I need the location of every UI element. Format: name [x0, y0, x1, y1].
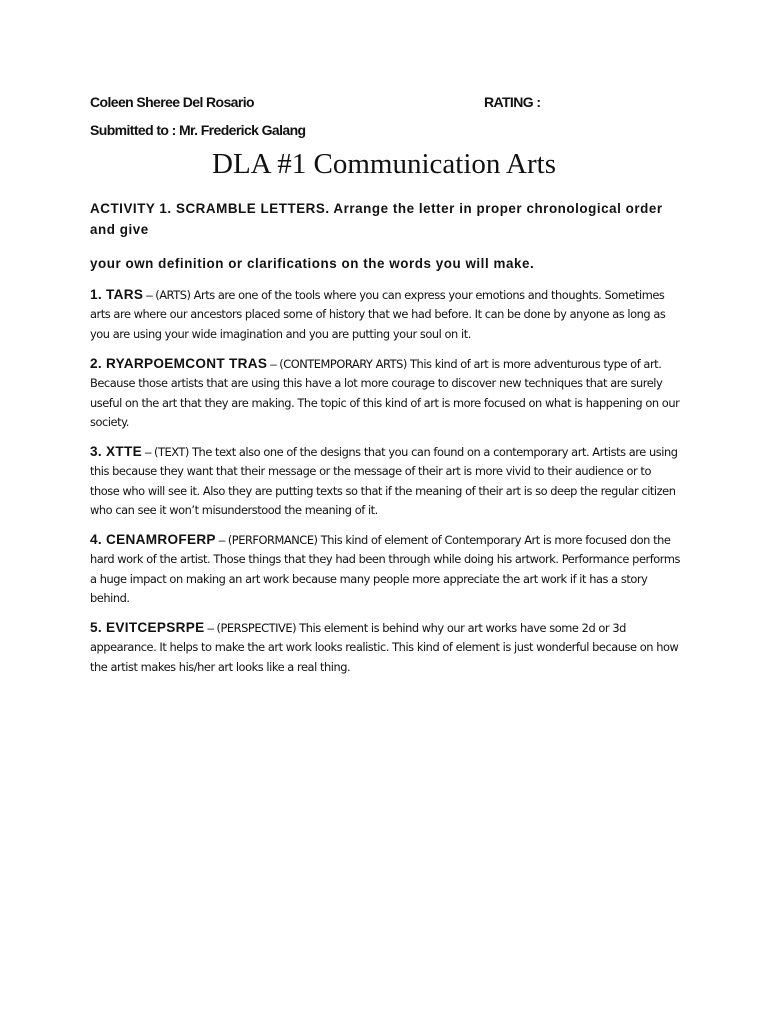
answer-item-4	[90, 530, 680, 609]
answer-item-5	[90, 618, 680, 677]
student-name: Coleen Sheree Del Rosario	[90, 94, 254, 110]
page-title: DLA #1 Communication Arts	[212, 148, 556, 180]
item-dash: –	[204, 621, 217, 635]
item-text: (CONTEMPORARY ARTS) This kind of art is more adventurous type of art. Because those artists that are using this have a lot more courage to discover new techniques that are surely useful on the art that they are making. The topic of this kind of art is more focused on what is happening on our society.	[90, 357, 680, 430]
item-dash: –	[267, 357, 280, 371]
item-heading: 1. TARS	[90, 287, 144, 302]
answer-item-1	[90, 285, 680, 344]
instructions-line-1: ACTIVITY 1. SCRAMBLE LETTERS. Arrange the letter in proper chronological order and give	[90, 201, 663, 237]
item-text: (ARTS) Arts are one of the tools where you can express your emotions and thoughts. Sometimes arts are where our ancestors placed some of history that we had before. It can be done by anyone as long as you are using your wide imagination and you are putting your soul on it.	[90, 288, 666, 341]
item-heading: 2. RYARPOEMCONT TRAS	[90, 356, 268, 371]
item-heading: 4. CENAMROFERP	[90, 532, 216, 547]
rating-label: RATING :	[484, 94, 541, 110]
answer-item-2	[90, 354, 680, 433]
item-dash: –	[143, 288, 156, 302]
item-heading: 5. EVITCEPSRPE	[90, 620, 205, 635]
answer-item-3	[90, 442, 680, 521]
item-text: (PERFORMANCE) This kind of element of Contemporary Art is more focused don the hard work of the artist. Those things that they had been through while doing his artwork. Performance performs a huge impact on making an art work because many people more appreciate the art work if it has a story behind.	[90, 533, 680, 606]
item-text: (TEXT) The text also one of the designs that you can found on a contemporary art. Artists are using this because they want that their message or the message of their art is more vivid to their audience or to those who will see it. Also they are putting texts so that if the meaning of their art is so deep the regular citizen who can see it won’t misunderstood the meaning of it.	[90, 445, 678, 518]
item-heading: 3. XTTE	[90, 444, 142, 459]
item-text: (PERSPECTIVE) This element is behind why our art works have some 2d or 3d appearance. It helps to make the art work looks realistic. This kind of element is just wonderful because on how the artist makes his/her art looks like a real thing.	[90, 621, 679, 674]
item-dash: –	[215, 533, 228, 547]
item-dash: –	[141, 445, 154, 459]
instructions-line-2: your own definition or clarifications on the words you will make.	[90, 256, 535, 271]
submitted-to: Submitted to : Mr. Frederick Galang	[90, 122, 306, 138]
